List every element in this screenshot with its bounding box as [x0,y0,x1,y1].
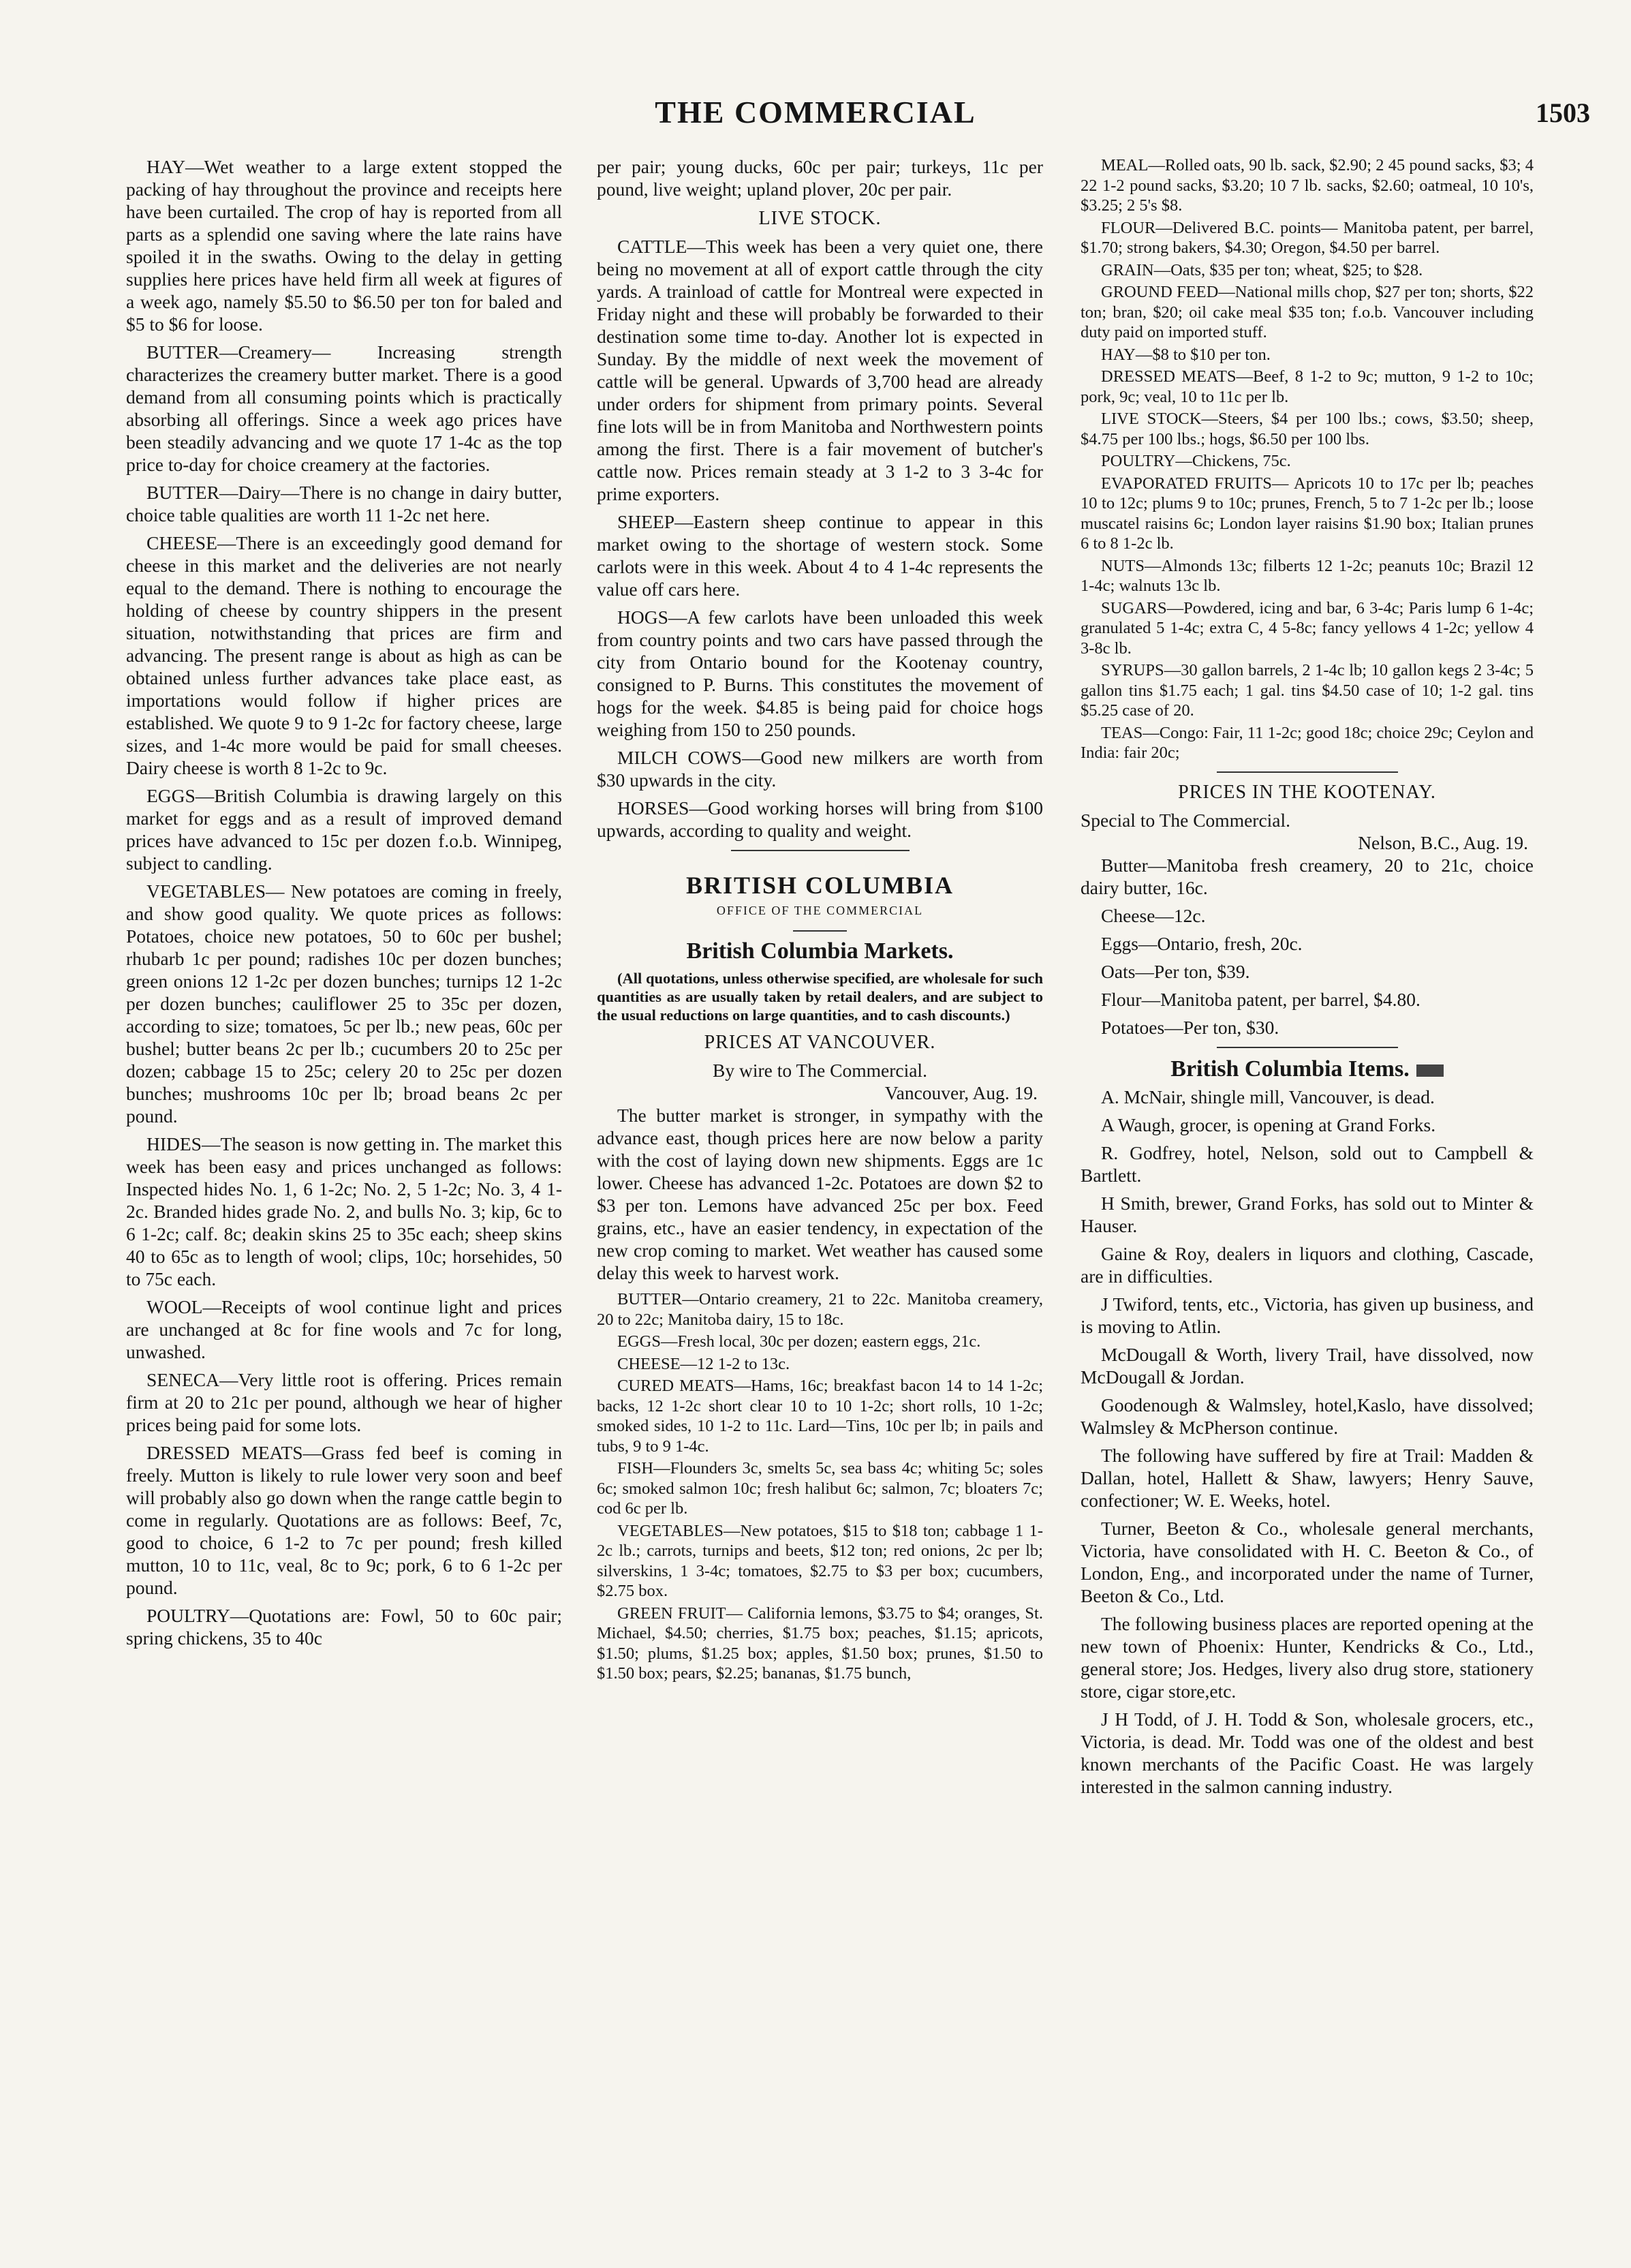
bc-section-heading: BRITISH COLUMBIA [685,872,954,899]
item-paragraph: The following have suffered by fire at Trail: Madden & Dallan, hotel, Hallett & Shaw, lawyers; Henry Sauve, confectioner; W. E. Weeks, hotel. [1081,1444,1534,1511]
vancouver-byline: By wire to The Commercial. [713,1060,927,1081]
kootenay-line-flour: Flour—Manitoba patent, per barrel, $4.80. [1101,988,1420,1010]
column-1 [126,155,562,1655]
quotations-notice: (All quotations, unless otherwise specified, are wholesale for such quantities as are usually taken by retail dealers, and are subject to the usual reductions on large quantities, and to cash discounts.) [597,970,1043,1024]
bc-items-title: British Columbia Items. [1170,1056,1410,1082]
kootenay-line-eggs: Eggs—Ontario, fresh, 20c. [1101,932,1303,954]
kootenay-dateline: Nelson, B.C., Aug. 19. [1358,831,1528,853]
market-paragraph-vegetables: VEGETABLES— New potatoes are coming in freely, and show good quality. We quote prices as follows: Potatoes, choice new potatoes, 50 to 60c per bushel; rhubarb 1c per pound; radishes 10c per dozen bunches; green onions 12 1-2c per dozen bunches; turnips 12 1-2c per dozen bunches; cauliflower 25 to 35c per dozen, according to size; tomatoes, 5c per lb.; new peas, 60c per bushel; butter beans 2c per lb.; cucumbers 20 to 25c per dozen; cabbage 15 to 25c; celery 20 to 25c per dozen bunches; mushrooms 10c per lb; broad beans 2c per pound. [126,880,562,1127]
market-paragraph-hides: HIDES—The season is now getting in. The market this week has been easy and prices unchanged as follows: Inspected hides No. 1, 6 1-2c; No. 2, 5 1-2c; No. 3, 4 1-2c. Branded hides grade No. 2, and bulls No. 3; kip, 6c to 6 1-2c; calf. 8c; deakin skins 25 to 35c each; sheep skins 40 to 65c as to length of wool; clips, 10c; horsehides, 50 to 75c each. [126,1133,562,1289]
quote-cured-meats: CURED MEATS—Hams, 16c; breakfast bacon 14 to 14 1-2c; backs, 12 1-2c short clear 10 to 10 1-2c; short rolls, 10 1-2c; smoked sides, 10 1-2 to 11c. Lard—Tins, 10c per lb; in pails and tubs, 9 to 9 1-4c. [597,1377,1043,1456]
quote-butter: BUTTER—Ontario creamery, 21 to 22c. Manitoba creamery, 20 to 22c; Manitoba dairy, 15 to 18c. [597,1290,1043,1329]
vancouver-quotes-continued [1081,155,1534,763]
item-paragraph: J Twiford, tents, etc., Victoria, has given up business, and is moving to Atlin. [1081,1293,1534,1337]
quote-evaporated-fruits: EVAPORATED FRUITS— Apricots 10 to 17c per lb; peaches 10 to 12c; plums 9 to 10c; prunes, French, 5 to 7 1-2c per lb.; loose muscatel raisins 6c; London layer raisins $1.90 box; Italian prunes 6 to 8 1-2c lb. [1081,474,1534,553]
market-paragraph-seneca: SENECA—Very little root is offering. Prices remain firm at 20 to 21c per pound, although we hear of higher prices being paid for some lots. [126,1369,562,1435]
market-paragraph-butter-dairy: BUTTER—Dairy—There is no change in dairy butter, choice table qualities are worth 11 1-2c net here. [126,482,562,525]
kootenay-line-oats: Oats—Per ton, $39. [1101,960,1250,982]
section-divider [731,850,910,851]
column-3 [1081,155,1534,1803]
quote-flour: FLOUR—Delivered B.C. points— Manitoba patent, per barrel, $1.70; strong bakers, $4.30; Oregon, $4.50 per barrel. [1081,218,1534,257]
livestock-paragraph-hogs: HOGS—A few carlots have been unloaded this week from country points and two cars have passed through the city from Ontario bound for the Kootenay country, consigned to P. Burns. This constitutes the movement of hogs for the week. $4.85 is being paid for choice hogs weighing from 150 to 250 pounds. [597,607,1043,740]
quote-sugars: SUGARS—Powdered, icing and bar, 6 3-4c; Paris lump 6 1-4c; granulated 5 1-4c; extra C, 4 5-8c; fancy yellows 4 1-2c; yellow 4 3-8c lb. [1081,598,1534,658]
kootenay-heading: PRICES IN THE KOOTENAY. [1178,781,1436,803]
quote-vegetables: VEGETABLES—New potatoes, $15 to $18 ton; cabbage 1 1-2c lb.; carrots, turnips and beets, $12 ton; red onions, 2c per lb; silverskins, 1 3-4c; tomatoes, $2.75 to $3 per box; cucumbers, $2.75 box. [597,1521,1043,1600]
kootenay-line-butter: Butter—Manitoba fresh creamery, 20 to 21c, choice dairy butter, 16c. [1081,854,1534,898]
livestock-paragraph-milch-cows: MILCH COWS—Good new milkers are worth from $30 upwards in the city. [597,747,1043,791]
bc-divider [793,930,847,932]
vancouver-quotes [597,1289,1043,1684]
quote-eggs: EGGS—Fresh local, 30c per dozen; eastern eggs, 21c. [617,1332,981,1351]
quote-live-stock: LIVE STOCK—Steers, $4 per 100 lbs.; cows, $3.50; sheep, $4.75 per 100 lbs.; hogs, $6.50 per 100 lbs. [1081,410,1534,448]
quote-syrups: SYRUPS—30 gallon barrels, 2 1-4c lb; 10 gallon kegs 2 3-4c; 5 gallon tins $1.75 each; 1 gal. tins $4.50 case of 10; 1-2 gal. tins $5.25 case of 20. [1081,661,1534,720]
livestock-paragraph-horses: HORSES—Good working horses will bring from $100 upwards, according to quality and weight. [597,797,1043,841]
quote-hay: HAY—$8 to $10 per ton. [1101,345,1271,364]
vancouver-market-intro: The butter market is stronger, in sympathy with the advance east, though prices here are now below a parity with the cost of laying down new shipments. Eggs are 1c lower. Cheese has advanced 1-2c. Potatoes are down $2 to $3 per ton. Lemons have advanced 25c per box. Feed grains, etc., have an easier tendency, in expectation of the new crop coming to market. Wet weather has caused some delay this week to harvest work. [597,1105,1043,1283]
bc-items-heading [1081,1058,1534,1080]
market-paragraph-cheese: CHEESE—There is an exceedingly good demand for cheese in this market and the deliveries are not nearly equal to the demand. There is nothing to encourage the holding of cheese by country shippers in the present situation, notwithstanding that prices are firm and advancing. The present range is about as high as can be obtained unless further advances take place east, as importations would follow if higher prices are established. We quote 9 to 9 1-2c for factory cheese, large sizes, and 1-4c more would be paid for small cheeses. Dairy cheese is worth 8 1-2c to 9c. [126,532,562,778]
item-paragraph: Gaine & Roy, dealers in liquors and clothing, Cascade, are in difficulties. [1081,1242,1534,1287]
market-paragraph-dressed-meats: DRESSED MEATS—Grass fed beef is coming in freely. Mutton is likely to rule lower very soon and beef will probably also go down when the range cattle begin to come in regularly. Quotations are as follows: Beef, 7c, good to choice, 6 1-2 to 7c per pound; fresh killed mutton, 10 to 11c, veal, 8c to 9c; pork, 6 to 6 1-2c per pound. [126,1442,562,1598]
page-number: 1503 [1536,97,1590,128]
quote-fish: FISH—Flounders 3c, smelts 5c, sea bass 4c; whiting 5c; soles 6c; smoked salmon 10c; fresh halibut 6c; salmon, 7c; bloaters 7c; cod 6c per lb. [597,1459,1043,1518]
livestock-paragraph-sheep: SHEEP—Eastern sheep continue to appear in this market owing to the shortage of western stock. Some carlots were in this week. About 4 to 4 1-4c represents the value off cars here. [597,511,1043,600]
livestock-heading: LIVE STOCK. [758,208,882,229]
item-paragraph: H Smith, brewer, Grand Forks, has sold out to Minter & Hauser. [1081,1192,1534,1236]
vancouver-prices-heading: PRICES AT VANCOUVER. [704,1032,936,1053]
kootenay-line-cheese: Cheese—12c. [1101,904,1206,926]
quote-nuts: NUTS—Almonds 13c; filberts 12 1-2c; peanuts 10c; Brazil 12 1-4c; walnuts 13c lb. [1081,556,1534,595]
market-paragraph-eggs: EGGS—British Columbia is drawing largely on this market for eggs and as a result of improved demand prices have advanced to 15c per dozen f.o.b. Winnipeg, subject to candling. [126,785,562,874]
ornament-icon [1416,1064,1444,1077]
items-divider [1217,1047,1398,1048]
publication-title: THE COMMERCIAL [655,95,976,129]
market-paragraph-poultry: POULTRY—Quotations are: Fowl, 50 to 60c pair; spring chickens, 35 to 40c [126,1605,562,1649]
quote-green-fruit: GREEN FRUIT— California lemons, $3.75 to $4; oranges, St. Michael, $4.50; cherries, $1.75 box; peaches, $1.15; apricots, $1.50; plums, $1.25 box; apples, $1.50 box; prunes, $1.50 to $1.50 box; pears, $2.25; bananas, $1.75 bunch, [597,1604,1043,1683]
item-paragraph: A Waugh, grocer, is opening at Grand Forks. [1101,1114,1436,1135]
item-paragraph: R. Godfrey, hotel, Nelson, sold out to Campbell & Bartlett. [1081,1141,1534,1186]
kootenay-line-potatoes: Potatoes—Per ton, $30. [1101,1016,1279,1038]
quote-dressed-meats: DRESSED MEATS—Beef, 8 1-2 to 9c; mutton, 9 1-2 to 10c; pork, 9c; veal, 10 to 11c per lb. [1081,367,1534,406]
quote-grain: GRAIN—Oats, $35 per ton; wheat, $25; to $28. [1101,260,1423,279]
market-paragraph-hay: HAY—Wet weather to a large extent stopped the packing of hay throughout the province and receipts here have been curtailed. The crop of hay is reported from all parts as a splendid one saving where the late rains have spoiled it in the swaths. Owing to the delay in getting supplies here prices have held firm all week at figures of a week ago, namely $5.50 to $6.50 per ton for baled and $5 to $6 for loose. [126,156,562,335]
masthead [0,94,1631,135]
quote-teas: TEAS—Congo: Fair, 11 1-2c; good 18c; choice 29c; Ceylon and India: fair 20c; [1081,723,1534,762]
kootenay-byline: Special to The Commercial. [1081,809,1291,831]
item-paragraph: J H Todd, of J. H. Todd & Son, wholesale grocers, etc., Victoria, is dead. Mr. Todd was one of the oldest and best known merchants of the Pacific Coast. He was largely interested in the salmon canning industry. [1081,1708,1534,1797]
item-paragraph: A. McNair, shingle mill, Vancouver, is dead. [1101,1086,1435,1107]
vancouver-dateline: Vancouver, Aug. 19. [884,1082,1038,1103]
livestock-paragraph-cattle: CATTLE—This week has been a very quiet one, there being no movement at all of export cattle through the city yards. A trainload of cattle for Montreal were expected in Friday night and these will probably be forwarded to their destination some time to-day. Another lot is expected in Sunday. By the middle of next week the movement of cattle will be general. Upwards of 3,700 head are already under orders for shipment from primary points. Several fine lots will be in from Manitoba and Northwestern points among the first. There is a fair movement of butcher's cattle now. Prices remain steady at 3 1-2 to 3 3-4c for prime exporters. [597,236,1043,504]
market-paragraph-wool: WOOL—Receipts of wool continue light and prices are unchanged at 8c for fine wools and 7c for long, unwashed. [126,1296,562,1362]
item-paragraph: Turner, Beeton & Co., wholesale general merchants, Victoria, have consolidated with H. C. Beeton & Co., of London, Eng., and incorporated under the name of Turner, Beeton & Co., Ltd. [1081,1517,1534,1606]
item-paragraph: McDougall & Worth, livery Trail, have dissolved, now McDougall & Jordan. [1081,1343,1534,1388]
market-paragraph-butter-creamery: BUTTER—Creamery— Increasing strength characterizes the creamery butter market. There is a good demand from all consuming points which is practically absorbing all offerings. Since a week ago prices have been steadily advancing and we quote 17 1-4c as the top price to-day for choice creamery at the factories. [126,341,562,475]
item-paragraph: Goodenough & Walmsley, hotel,Kaslo, have dissolved; Walmsley & McPherson continue. [1081,1394,1534,1438]
item-paragraph: The following business places are reported opening at the new town of Phoenix: Hunter, Kendricks & Co., Ltd., general store; Jos. Hedges, livery also drug store, stationery store, cigar store,etc. [1081,1612,1534,1702]
bc-office-line: OFFICE OF THE COMMERCIAL [716,904,924,917]
quote-meal: MEAL—Rolled oats, 90 lb. sack, $2.90; 2 45 pound sacks, $3; 4 22 1-2 pound sacks, $3.20; 10 7 lb. sacks, $2.60; oatmeal, 10 10's, $3.25; 2 5's $8. [1081,156,1534,215]
quote-poultry: POULTRY—Chickens, 75c. [1101,452,1291,470]
quote-ground-feed: GROUND FEED—National mills chop, $27 per ton; shorts, $22 ton; bran, $20; oil cake meal $35 ton; f.o.b. Vancouver including duty paid on imported stuff. [1081,283,1534,341]
quote-cheese: CHEESE—12 1-2 to 13c. [617,1354,790,1373]
kootenay-divider [1217,771,1398,773]
column-2 [597,155,1043,1686]
bc-markets-heading: British Columbia Markets. [686,938,954,964]
poultry-continued: per pair; young ducks, 60c per pair; turkeys, 11c per pound, live weight; upland plover, 20c per pair. [597,156,1043,200]
